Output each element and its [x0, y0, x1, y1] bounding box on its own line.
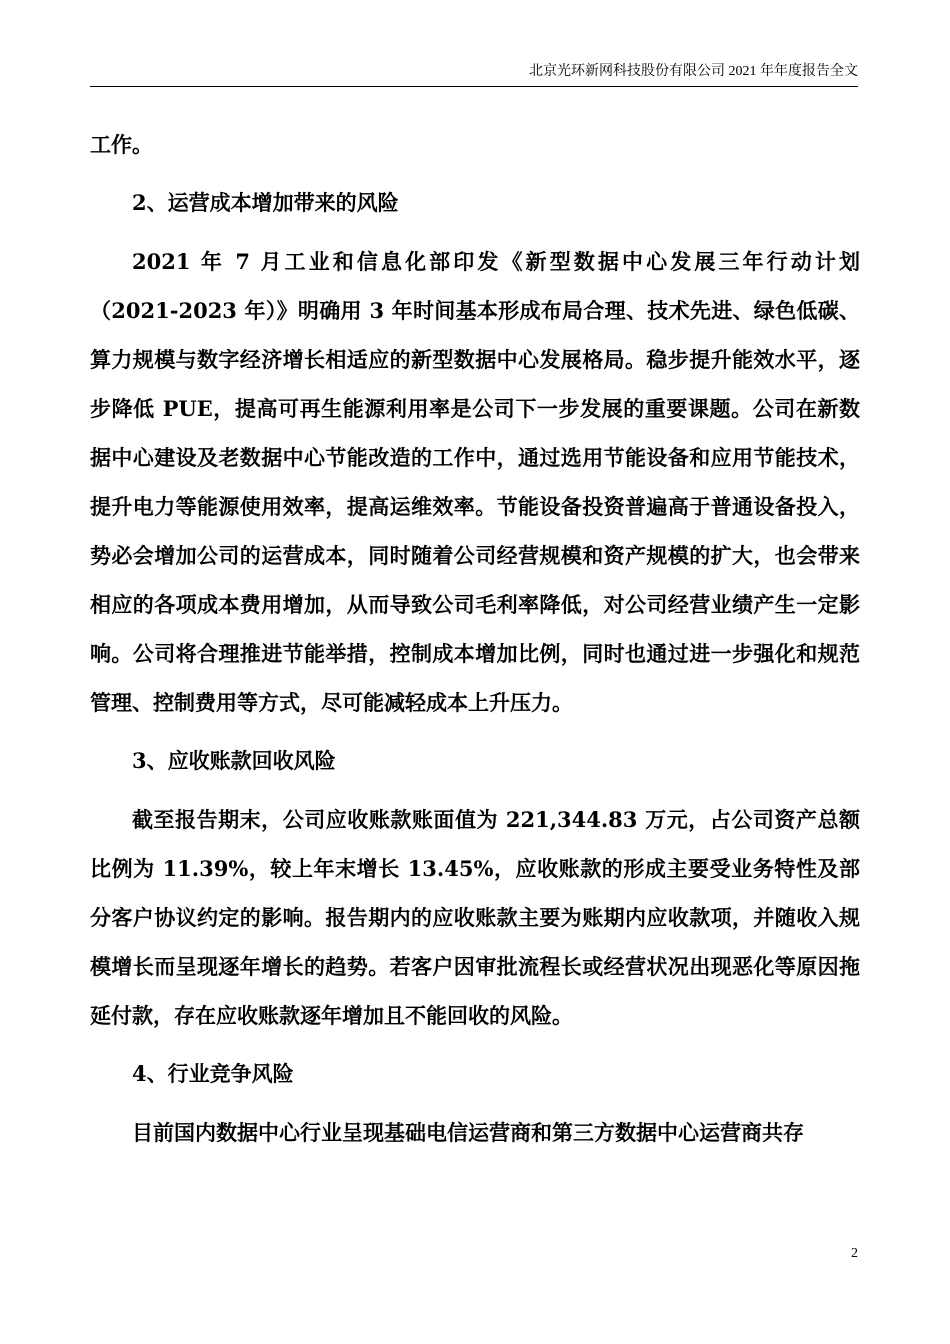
section-paragraph-receivables: 截至报告期末，公司应收账款账面值为 221,344.83 万元，占公司资产总额比例为 11.39%，较上年末增长 13.45%，应收账款的形成主要受业务特性及部分客户协议约定的影响。报告期内的应收账款主要为账期内应收款项，并随收入规模增长而呈现逐年增长的趋势。若客户因审批流程长或经营状况出现恶化等原因拖延付款，存在应收账款逐年增加且不能回收的风险。 — [90, 807, 860, 1028]
section-heading-receivables: 3、应收账款回收风险 — [132, 748, 336, 773]
continuation-text: 工作。 — [90, 132, 153, 157]
document-body — [90, 120, 860, 1157]
section-heading-operating-cost: 2、运营成本增加带来的风险 — [132, 190, 399, 215]
page-number: 2 — [851, 1246, 858, 1261]
section-paragraph-competition: 目前国内数据中心行业呈现基础电信运营商和第三方数据中心运营商共存 — [132, 1120, 804, 1145]
running-header — [90, 62, 858, 87]
header-title: 北京光环新网科技股份有限公司 2021 年年度报告全文 — [529, 64, 858, 79]
section-paragraph-operating-cost: 2021 年 7 月工业和信息化部印发《新型数据中心发展三年行动计划（2021-2023 年）》明确用 3 年时间基本形成布局合理、技术先进、绿色低碳、算力规模与数字经济增长相适应的新型数据中心发展格局。稳步提升能效水平，逐步降低 PUE，提高可再生能源利用率是公司下一步发展的重要课题。公司在新数据中心建设及老数据中心节能改造的工作中，通过选用节能设备和应用节能技术，提升电力等能源使用效率，提高运维效率。节能设备投资普遍高于普通设备投入，势必会增加公司的运营成本，同时随着公司经营规模和资产规模的扩大，也会带来相应的各项成本费用增加，从而导致公司毛利率降低，对公司经营业绩产生一定影响。公司将合理推进节能举措，控制成本增加比例，同时也通过进一步强化和规范管理、控制费用等方式，尽可能减轻成本上升压力。 — [90, 249, 860, 715]
section-heading-competition: 4、行业竞争风险 — [132, 1061, 294, 1086]
